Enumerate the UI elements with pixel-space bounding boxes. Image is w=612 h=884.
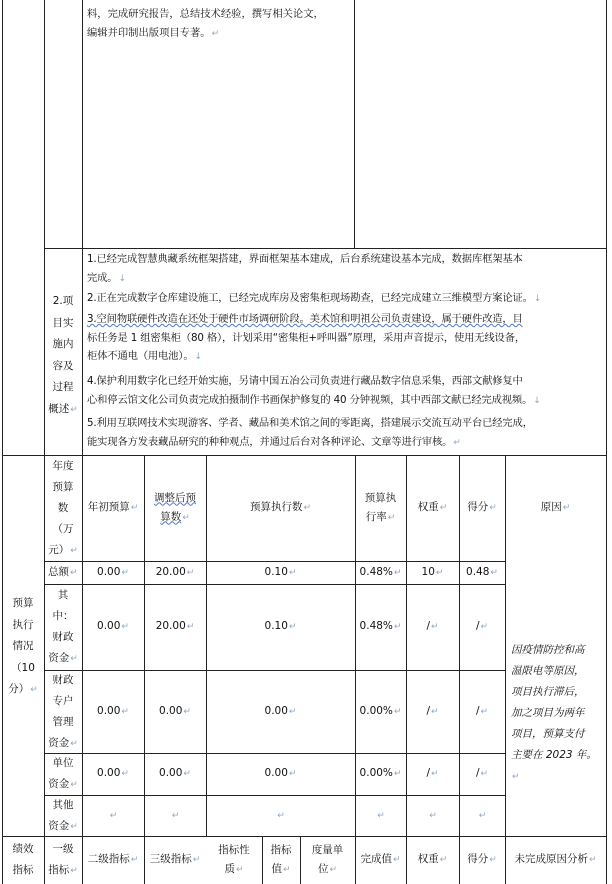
section2-item-3: 3.空间物联硬件改造在还处于硬件市场调研阶段。美术馆和明祖公司负责建设，属于硬件改造，目 标任务是 1 组密集柜（80 格），计划采用“密集柜+呼叫器”原理，采用声音提示，使用无线设备， 柜体不通电（用电池）。↓ [87,313,525,362]
row-other-funds-rate: ↵ [377,810,385,821]
row-total-score: 0.48↵ [466,565,498,578]
row-fiscal-adjusted: 20.00↵ [155,620,195,632]
row-fiscal-initial: 0.00↵ [97,620,129,632]
row-total-label: 总额↵ [48,565,78,578]
row-total-weight: 10↵ [421,565,444,578]
perf-header-level1: 一级 指标↵ [48,843,78,876]
header-initial-budget: 年初预算↵ [87,501,139,513]
row-special-account-rate: 0.00%↵ [359,704,402,717]
budget-section-label: 预算 执行 情况 （10 分）↵ [8,597,38,695]
row-other-funds-label: 其他 资金↵ [48,799,78,832]
row-fiscal-score: /↵ [475,620,489,632]
perf-header-level2: 二级指标↵ [87,853,139,865]
perf-header-done: 完成值↵ [360,853,401,865]
header-adjusted-budget: 调整后预 算数↵ [154,491,196,523]
top-text-line-2: 编辑并印制出版项目专著。↵ [87,27,220,39]
row-unit-funds-adjusted: 0.00↵ [159,767,191,779]
reason-note: 因疫情防控和高 温限电等原因， 项目执行滞后， 加之项目为两年 项目，预算支付 主要在 2023 年。↵ [511,644,597,782]
header-weight: 权重↵ [417,501,448,513]
row-fiscal-rate: 0.48%↵ [359,620,402,632]
section2-label: 2.项 目实 施内 容及 过程 概述↵ [48,295,78,415]
perf-header-value: 指标 值↵ [270,843,292,875]
header-score: 得分↵ [467,501,497,513]
row-special-account-label: 财政 专户 管理 资金↵ [48,674,78,749]
row-other-funds-adjusted: ↵ [171,810,180,821]
row-unit-funds-initial: 0.00↵ [97,767,129,779]
perf-section-label: 绩效 指标 [12,843,34,876]
row-special-account-adjusted: 0.00↵ [159,704,191,717]
row-other-funds-executed: ↵ [277,810,285,821]
row-unit-funds-rate: 0.00%↵ [359,767,402,779]
row-special-account-score: /↵ [475,704,489,717]
row-special-account-weight: /↵ [426,704,439,717]
row-total-executed: 0.10↵ [264,565,297,578]
perf-header-level3: 三级指标↵ [149,853,201,865]
perf-header-unit: 度量单 位↵ [311,843,344,875]
header-executed: 预算执行数↵ [249,501,312,513]
header-annual-budget: 年度 预算 数 （万 元）↵ [48,460,78,556]
row-unit-funds-score: /↵ [475,767,489,779]
perf-header-reason: 未完成原因分析↵ [514,853,597,865]
row-unit-funds-executed: 0.00↵ [264,767,297,779]
perf-header-weight: 权重↵ [417,853,448,865]
section2-item-5: 5.利用互联网技术实现游客、学者、藏品和美术馆之间的零距离，搭建展示交流互动平台已经完成， 能实现各方发表藏品研究的种种观点，并通过后台对各种评论、文章等进行审核。↵ [87,417,533,448]
row-unit-funds-weight: /↵ [426,767,439,779]
section2-item-4: 4.保护利用数字化已经开始实施，另请中国五冶公司负责进行藏品数字信息采集，西部文献修复中 心和停云馆文化公司负责完成拍摄制作书画保护修复的 40 分钟视频，其中西部文献已经完成视频。↓ [87,375,541,406]
row-other-funds-score: ↵ [478,810,487,821]
row-special-account-executed: 0.00↵ [264,704,297,717]
row-total-adjusted: 20.00↵ [155,565,195,578]
row-other-funds-initial: ↵ [109,810,118,821]
section2-item-1: 1.已经完成智慧典藏系统框架搭建，界面框架基本建成，后台系统建设基本完成，数据库框架基本 完成。↓ [87,253,523,284]
perf-header-score: 得分↵ [467,853,497,865]
row-special-account-initial: 0.00↵ [97,704,129,717]
row-fiscal-executed: 0.10↵ [264,620,297,632]
perf-header-nature: 指标性 质↵ [218,843,250,875]
header-execution-rate: 预算执 行率↵ [364,491,397,523]
row-other-funds-weight: ↵ [429,810,437,821]
row-fiscal-label: 其 中： 财政 资金↵ [48,589,78,664]
row-unit-funds-label: 单位 资金↵ [48,757,78,790]
row-fiscal-weight: /↵ [426,620,439,632]
header-reason: 原因↵ [540,501,571,513]
row-total-rate: 0.48%↵ [359,565,402,578]
row-total-initial: 0.00↵ [97,565,129,578]
section2-item-2: 2.正在完成数字仓库建设施工，已经完成库房及密集柜现场勘查，已经完成建立三维模型方案论证。↓ [87,292,542,304]
top-text-line-1: 料，完成研究报告，总结技术经验，撰写相关论文， [87,8,324,20]
